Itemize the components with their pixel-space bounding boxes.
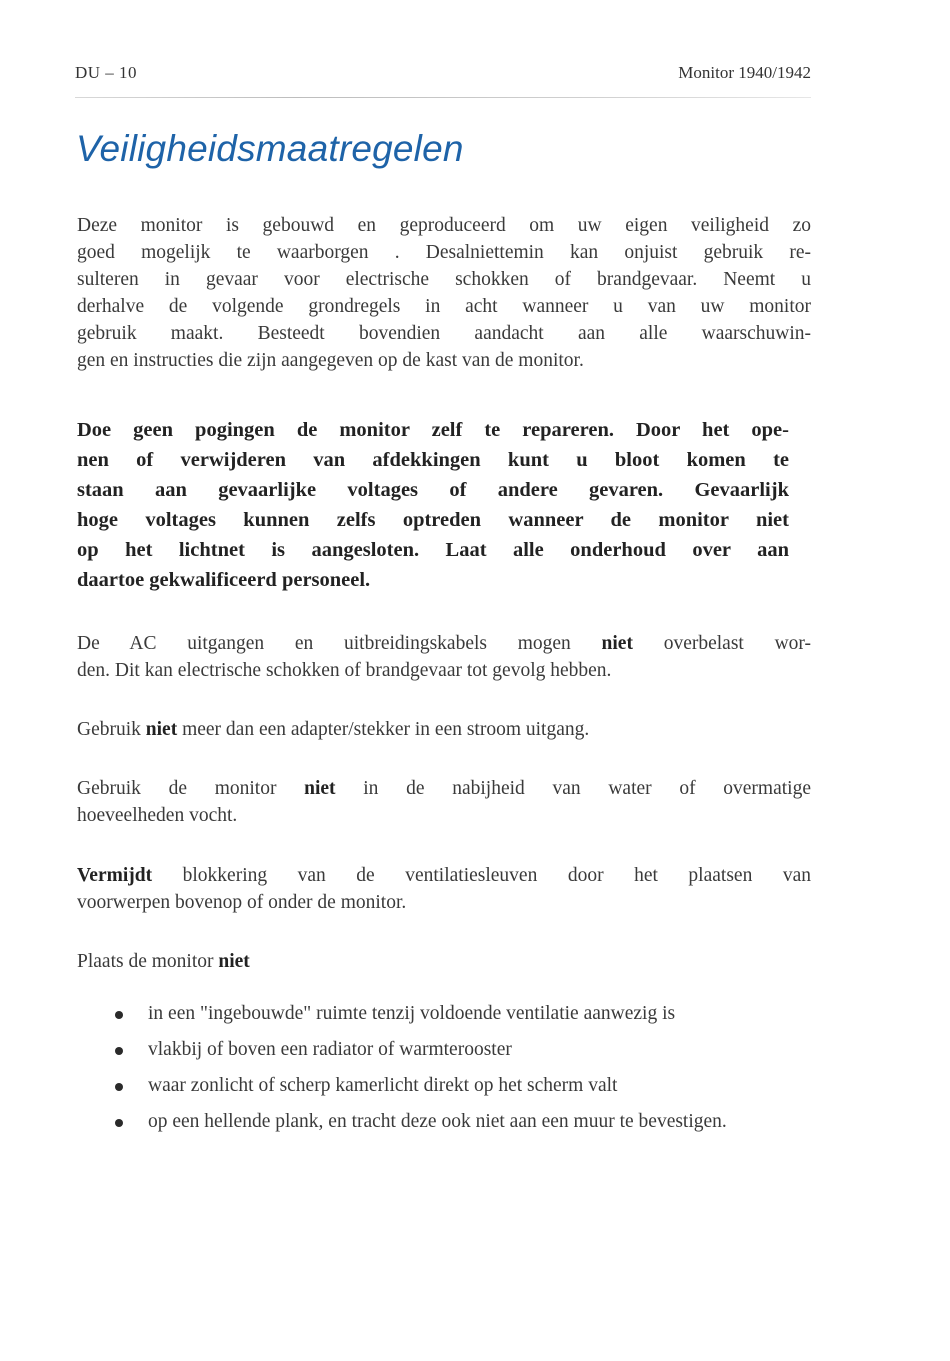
water-text: in de nabijheid van water of overmatige [335,778,811,799]
list-item [115,1072,815,1099]
adapter-text: Gebruik [77,719,146,740]
place-emphasis: niet [218,951,250,972]
ventilation-paragraph [77,862,811,916]
placement-bullet-list [115,1000,815,1144]
adapter-paragraph [77,716,811,743]
document-title: Monitor 1940/1942 [678,63,811,82]
intro-line: goed mogelijk te waarborgen . Desalniettemin kan onjuist gebruik re- [77,242,811,263]
list-item [115,1000,815,1027]
vent-line-2: voorwerpen bovenop of onder de monitor. [77,892,407,913]
list-item-text: op een hellende plank, en tracht deze ook niet aan een muur te bevestigen. [148,1111,727,1132]
warning-line: nen of verwijderen van afdekkingen kunt u bloot komen te [77,449,789,471]
placement-paragraph [77,948,811,975]
water-emphasis: niet [304,778,336,799]
warning-line: daartoe gekwalificeerd personeel. [77,569,371,591]
list-item [115,1036,815,1063]
intro-line: gebruik maakt. Besteedt bovendien aandacht aan alle waarschuwin- [77,323,811,344]
water-line-2: hoeveelheden vocht. [77,805,238,826]
list-item-text: waar zonlicht of scherp kamerlicht direkt op het scherm valt [148,1075,618,1096]
header-divider [75,97,811,98]
list-item-text: in een "ingebouwde" ruimte tenzij voldoende ventilatie aanwezig is [148,1003,676,1024]
vent-emphasis: Vermijdt [77,865,153,886]
ac-text: overbelast wor- [632,633,811,654]
warning-line: hoge voltages kunnen zelfs optreden wanneer de monitor niet [77,509,789,531]
intro-line: sulteren in gevaar voor electrische schokken of brandgevaar. Neemt u [77,269,811,290]
bullet-icon [115,1047,123,1055]
intro-paragraph [77,212,811,374]
adapter-text: meer dan een adapter/stekker in een stroom uitgang. [177,719,590,740]
ac-line-1 [77,630,811,657]
intro-line: Deze monitor is gebouwd en geproduceerd om uw eigen veiligheid zo [77,215,811,236]
place-text: Plaats de monitor [77,951,219,972]
place-line [77,948,811,975]
bullet-icon [115,1083,123,1091]
bullet-icon [115,1119,123,1127]
ac-text: De AC uitgangen en uitbreidingskabels mogen [77,633,602,654]
ac-line-2: den. Dit kan electrische schokken of brandgevaar tot gevolg hebben. [77,660,612,681]
vent-line-1 [77,862,811,889]
warning-paragraph [77,415,789,595]
warning-line: staan aan gevaarlijke voltages of andere gevaren. Gevaarlijk [77,479,789,501]
intro-line: gen en instructies die zijn aangegeven op de kast van de monitor. [77,350,584,371]
page-number: DU – 10 [75,63,138,82]
list-item-text: vlakbij of boven een radiator of warmterooster [148,1039,512,1060]
warning-line: op het lichtnet is aangesloten. Laat alle onderhoud over aan [77,539,789,561]
intro-line: derhalve de volgende grondregels in acht wanneer u van uw monitor [77,296,811,317]
list-item [115,1108,815,1135]
page-header [75,63,811,93]
water-paragraph [77,775,811,829]
vent-text: blokkering van de ventilatiesleuven door het plaatsen van [152,865,811,886]
bullet-icon [115,1011,123,1019]
water-text: Gebruik de monitor [77,778,305,799]
adapter-line [77,716,811,743]
water-line-1 [77,775,811,802]
warning-line: Doe geen pogingen de monitor zelf te repareren. Door het ope- [77,419,789,441]
ac-emphasis: niet [601,633,633,654]
ac-outlets-paragraph [77,630,811,684]
adapter-emphasis: niet [145,719,178,740]
page-title: Veiligheidsmaatregelen [76,128,464,169]
